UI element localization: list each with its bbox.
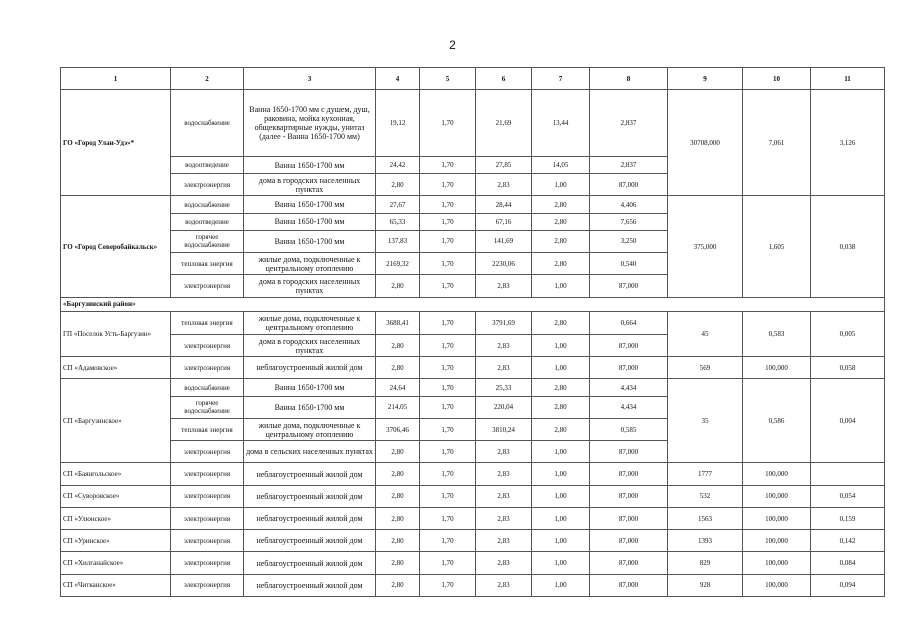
table-row: [61, 357, 885, 379]
service-cell: электроэнергия: [171, 574, 244, 596]
value-cell: 13,44: [532, 90, 590, 157]
description-cell: дома в сельских населенных пунктах: [244, 441, 376, 463]
value-cell: 1563: [668, 507, 743, 529]
value-cell: 569: [668, 357, 743, 379]
table-row: [61, 507, 885, 529]
service-cell: электроэнергия: [171, 334, 244, 356]
municipality-cell: СП «Читканское»: [61, 574, 171, 596]
value-cell: 2,80: [376, 334, 420, 356]
value-cell: 67,16: [476, 213, 532, 230]
value-cell: 532: [668, 485, 743, 507]
value-cell: 2,83: [476, 357, 532, 379]
service-cell: электроэнергия: [171, 507, 244, 529]
table-row: [61, 90, 885, 157]
value-cell: 1,00: [532, 574, 590, 596]
value-cell: 87,000: [590, 463, 668, 485]
value-cell: 2,80: [376, 507, 420, 529]
value-cell: 19,12: [376, 90, 420, 157]
description-cell: неблагоустроенный жилой дом: [244, 357, 376, 379]
value-cell: 2,80: [532, 379, 590, 396]
service-cell: электроэнергия: [171, 485, 244, 507]
value-cell: 2,80: [376, 275, 420, 297]
municipality-cell: ГП «Поселок Усть-Баргузин»: [61, 311, 171, 357]
service-cell: электроэнергия: [171, 530, 244, 552]
value-cell: 2,80: [376, 463, 420, 485]
description-cell: жилые дома, подключенные к центральному отоплению: [244, 311, 376, 334]
description-cell: Ванна 1650-1700 мм: [244, 396, 376, 418]
table-row: [61, 552, 885, 574]
section-row: [61, 297, 885, 311]
value-cell: 1,00: [532, 174, 590, 196]
section-title: «Баргузинский район»: [61, 297, 885, 311]
value-cell: 4,434: [590, 396, 668, 418]
value-cell: 0,038: [811, 196, 885, 297]
value-cell: 2,83: [476, 174, 532, 196]
value-cell: 7,061: [743, 90, 811, 196]
value-cell: 2,80: [376, 174, 420, 196]
value-cell: 0,142: [811, 530, 885, 552]
value-cell: 928: [668, 574, 743, 596]
value-cell: 100,000: [743, 463, 811, 485]
service-cell: водоснабжение: [171, 379, 244, 396]
value-cell: 2,80: [532, 230, 590, 252]
value-cell: 25,33: [476, 379, 532, 396]
value-cell: 2,83: [476, 334, 532, 356]
value-cell: 1,00: [532, 357, 590, 379]
table-row: [61, 485, 885, 507]
value-cell: 2,837: [590, 157, 668, 174]
municipality-cell: СП «Адамовское»: [61, 357, 171, 379]
value-cell: 0,585: [590, 418, 668, 440]
description-cell: неблагоустроенный жилой дом: [244, 485, 376, 507]
municipality-cell: СП «Улюнское»: [61, 507, 171, 529]
value-cell: 87,000: [590, 485, 668, 507]
description-cell: Ванна 1650-1700 мм с душем, душ, раковина, мойка кухонная, общеквартирные нужды, унитаз (далее - Ванна 1650-1700 мм): [244, 90, 376, 157]
value-cell: 0,084: [811, 552, 885, 574]
value-cell: 100,000: [743, 485, 811, 507]
value-cell: 4,434: [590, 379, 668, 396]
value-cell: 2,80: [532, 196, 590, 213]
service-cell: электроэнергия: [171, 463, 244, 485]
municipality-cell: СП «Баянгольское»: [61, 463, 171, 485]
value-cell: 1777: [668, 463, 743, 485]
description-cell: дома в городских населенных пунктах: [244, 174, 376, 196]
value-cell: 2,83: [476, 507, 532, 529]
value-cell: 3791,69: [476, 311, 532, 334]
municipality-cell: СП «Баргузинское»: [61, 379, 171, 463]
service-cell: электроэнергия: [171, 275, 244, 297]
table-row: [61, 463, 885, 485]
value-cell: [811, 463, 885, 485]
service-cell: горячее водоснабжение: [171, 230, 244, 252]
description-cell: Ванна 1650-1700 мм: [244, 157, 376, 174]
value-cell: 0,664: [590, 311, 668, 334]
value-cell: 2230,06: [476, 253, 532, 275]
value-cell: 1,70: [420, 157, 476, 174]
value-cell: 1,70: [420, 90, 476, 157]
value-cell: 0,005: [811, 311, 885, 357]
value-cell: 3810,24: [476, 418, 532, 440]
value-cell: 1,70: [420, 174, 476, 196]
value-cell: 1,70: [420, 334, 476, 356]
value-cell: 2,83: [476, 463, 532, 485]
value-cell: 24,42: [376, 157, 420, 174]
data-table: [60, 67, 885, 597]
description-cell: неблагоустроенный жилой дом: [244, 530, 376, 552]
value-cell: 0,094: [811, 574, 885, 596]
value-cell: 1,70: [420, 357, 476, 379]
column-header: 2: [171, 68, 244, 90]
description-cell: Ванна 1650-1700 мм: [244, 230, 376, 252]
description-cell: Ванна 1650-1700 мм: [244, 196, 376, 213]
value-cell: 2,80: [376, 441, 420, 463]
value-cell: 1,70: [420, 463, 476, 485]
page-number: 2: [449, 38, 456, 52]
value-cell: 100,000: [743, 574, 811, 596]
value-cell: 21,69: [476, 90, 532, 157]
value-cell: 1,70: [420, 275, 476, 297]
value-cell: 87,000: [590, 441, 668, 463]
column-header: 4: [376, 68, 420, 90]
value-cell: 1,70: [420, 396, 476, 418]
service-cell: электроэнергия: [171, 552, 244, 574]
value-cell: 87,000: [590, 357, 668, 379]
table-row: [61, 311, 885, 334]
value-cell: 2,80: [532, 213, 590, 230]
value-cell: 1,00: [532, 441, 590, 463]
service-cell: водоснабжение: [171, 90, 244, 157]
value-cell: 4,406: [590, 196, 668, 213]
value-cell: 65,33: [376, 213, 420, 230]
service-cell: тепловая энергия: [171, 311, 244, 334]
description-cell: Ванна 1650-1700 мм: [244, 213, 376, 230]
value-cell: 0,540: [590, 253, 668, 275]
value-cell: 1,70: [420, 530, 476, 552]
value-cell: 2,83: [476, 574, 532, 596]
value-cell: 1,00: [532, 275, 590, 297]
value-cell: 1,70: [420, 485, 476, 507]
value-cell: 87,000: [590, 174, 668, 196]
description-cell: неблагоустроенный жилой дом: [244, 507, 376, 529]
value-cell: 100,000: [743, 507, 811, 529]
value-cell: 375,000: [668, 196, 743, 297]
value-cell: 2,83: [476, 552, 532, 574]
column-header: 1: [61, 68, 171, 90]
value-cell: 1,00: [532, 485, 590, 507]
value-cell: 0,058: [811, 357, 885, 379]
value-cell: 3,126: [811, 90, 885, 196]
value-cell: 2,80: [376, 485, 420, 507]
value-cell: 3,250: [590, 230, 668, 252]
service-cell: тепловая энергия: [171, 418, 244, 440]
municipality-cell: СП «Суворовское»: [61, 485, 171, 507]
column-header: 10: [743, 68, 811, 90]
value-cell: 35: [668, 379, 743, 463]
value-cell: 1,70: [420, 196, 476, 213]
value-cell: 28,44: [476, 196, 532, 213]
value-cell: 3688,41: [376, 311, 420, 334]
value-cell: 1,70: [420, 418, 476, 440]
table-row: [61, 574, 885, 596]
value-cell: 829: [668, 552, 743, 574]
municipality-cell: СП «Хилганайское»: [61, 552, 171, 574]
value-cell: 30708,000: [668, 90, 743, 196]
column-header: 7: [532, 68, 590, 90]
value-cell: 2,80: [532, 253, 590, 275]
value-cell: 2,80: [376, 357, 420, 379]
value-cell: 2,80: [376, 552, 420, 574]
service-cell: водоотведение: [171, 157, 244, 174]
value-cell: 87,000: [590, 574, 668, 596]
column-header: 8: [590, 68, 668, 90]
value-cell: 1,00: [532, 463, 590, 485]
value-cell: 2169,32: [376, 253, 420, 275]
description-cell: неблагоустроенный жилой дом: [244, 552, 376, 574]
value-cell: 1393: [668, 530, 743, 552]
table-row: [61, 530, 885, 552]
value-cell: 100,000: [743, 357, 811, 379]
service-cell: горячее водоснабжение: [171, 396, 244, 418]
service-cell: тепловая энергия: [171, 253, 244, 275]
column-header: 6: [476, 68, 532, 90]
service-cell: электроэнергия: [171, 357, 244, 379]
column-header: 11: [811, 68, 885, 90]
value-cell: 87,000: [590, 275, 668, 297]
value-cell: 0,586: [743, 379, 811, 463]
description-cell: неблагоустроенный жилой дом: [244, 463, 376, 485]
service-cell: водоотведение: [171, 213, 244, 230]
value-cell: 100,000: [743, 552, 811, 574]
value-cell: 14,05: [532, 157, 590, 174]
value-cell: 1,70: [420, 574, 476, 596]
value-cell: 87,000: [590, 530, 668, 552]
description-cell: неблагоустроенный жилой дом: [244, 574, 376, 596]
column-header: 5: [420, 68, 476, 90]
value-cell: 214,05: [376, 396, 420, 418]
table-row: [61, 379, 885, 396]
description-cell: жилые дома, подключенные к центральному отоплению: [244, 418, 376, 440]
value-cell: 1,70: [420, 441, 476, 463]
value-cell: 2,80: [532, 311, 590, 334]
value-cell: 3706,46: [376, 418, 420, 440]
description-cell: жилые дома, подключенные к центральному отоплению: [244, 253, 376, 275]
value-cell: 0,583: [743, 311, 811, 357]
value-cell: 2,83: [476, 275, 532, 297]
value-cell: 1,70: [420, 379, 476, 396]
value-cell: 2,80: [532, 396, 590, 418]
municipality-cell: СП «Уринское»: [61, 530, 171, 552]
value-cell: 0,159: [811, 507, 885, 529]
value-cell: 1,00: [532, 334, 590, 356]
value-cell: 0,054: [811, 485, 885, 507]
table-row: [61, 196, 885, 213]
value-cell: 2,80: [376, 530, 420, 552]
value-cell: 0,004: [811, 379, 885, 463]
header-row: [61, 68, 885, 90]
value-cell: 24,64: [376, 379, 420, 396]
value-cell: 1,70: [420, 311, 476, 334]
value-cell: 2,80: [376, 574, 420, 596]
value-cell: 27,85: [476, 157, 532, 174]
value-cell: 7,656: [590, 213, 668, 230]
value-cell: 87,000: [590, 334, 668, 356]
value-cell: 137,83: [376, 230, 420, 252]
value-cell: 87,000: [590, 552, 668, 574]
value-cell: 87,000: [590, 507, 668, 529]
municipality-cell: ГО «Город Улан-Удэ»*: [61, 90, 171, 196]
value-cell: 1,70: [420, 230, 476, 252]
service-cell: электроэнергия: [171, 174, 244, 196]
description-cell: дома в городских населенных пунктах: [244, 334, 376, 356]
description-cell: Ванна 1650-1700 мм: [244, 379, 376, 396]
value-cell: 2,83: [476, 485, 532, 507]
column-header: 9: [668, 68, 743, 90]
description-cell: дома в городских населенных пунктах: [244, 275, 376, 297]
value-cell: 2,83: [476, 530, 532, 552]
value-cell: 1,70: [420, 552, 476, 574]
value-cell: 2,83: [476, 441, 532, 463]
value-cell: 1,70: [420, 507, 476, 529]
column-header: 3: [244, 68, 376, 90]
value-cell: 1,00: [532, 552, 590, 574]
value-cell: 220,04: [476, 396, 532, 418]
service-cell: водоснабжение: [171, 196, 244, 213]
service-cell: электроэнергия: [171, 441, 244, 463]
value-cell: 45: [668, 311, 743, 357]
value-cell: 141,69: [476, 230, 532, 252]
municipality-cell: ГО «Город Северобайкальск»: [61, 196, 171, 297]
value-cell: 1,70: [420, 213, 476, 230]
value-cell: 2,80: [532, 418, 590, 440]
value-cell: 100,000: [743, 530, 811, 552]
value-cell: 2,837: [590, 90, 668, 157]
value-cell: 27,67: [376, 196, 420, 213]
value-cell: 1,00: [532, 530, 590, 552]
value-cell: 1,70: [420, 253, 476, 275]
value-cell: 1,00: [532, 507, 590, 529]
value-cell: 1,605: [743, 196, 811, 297]
